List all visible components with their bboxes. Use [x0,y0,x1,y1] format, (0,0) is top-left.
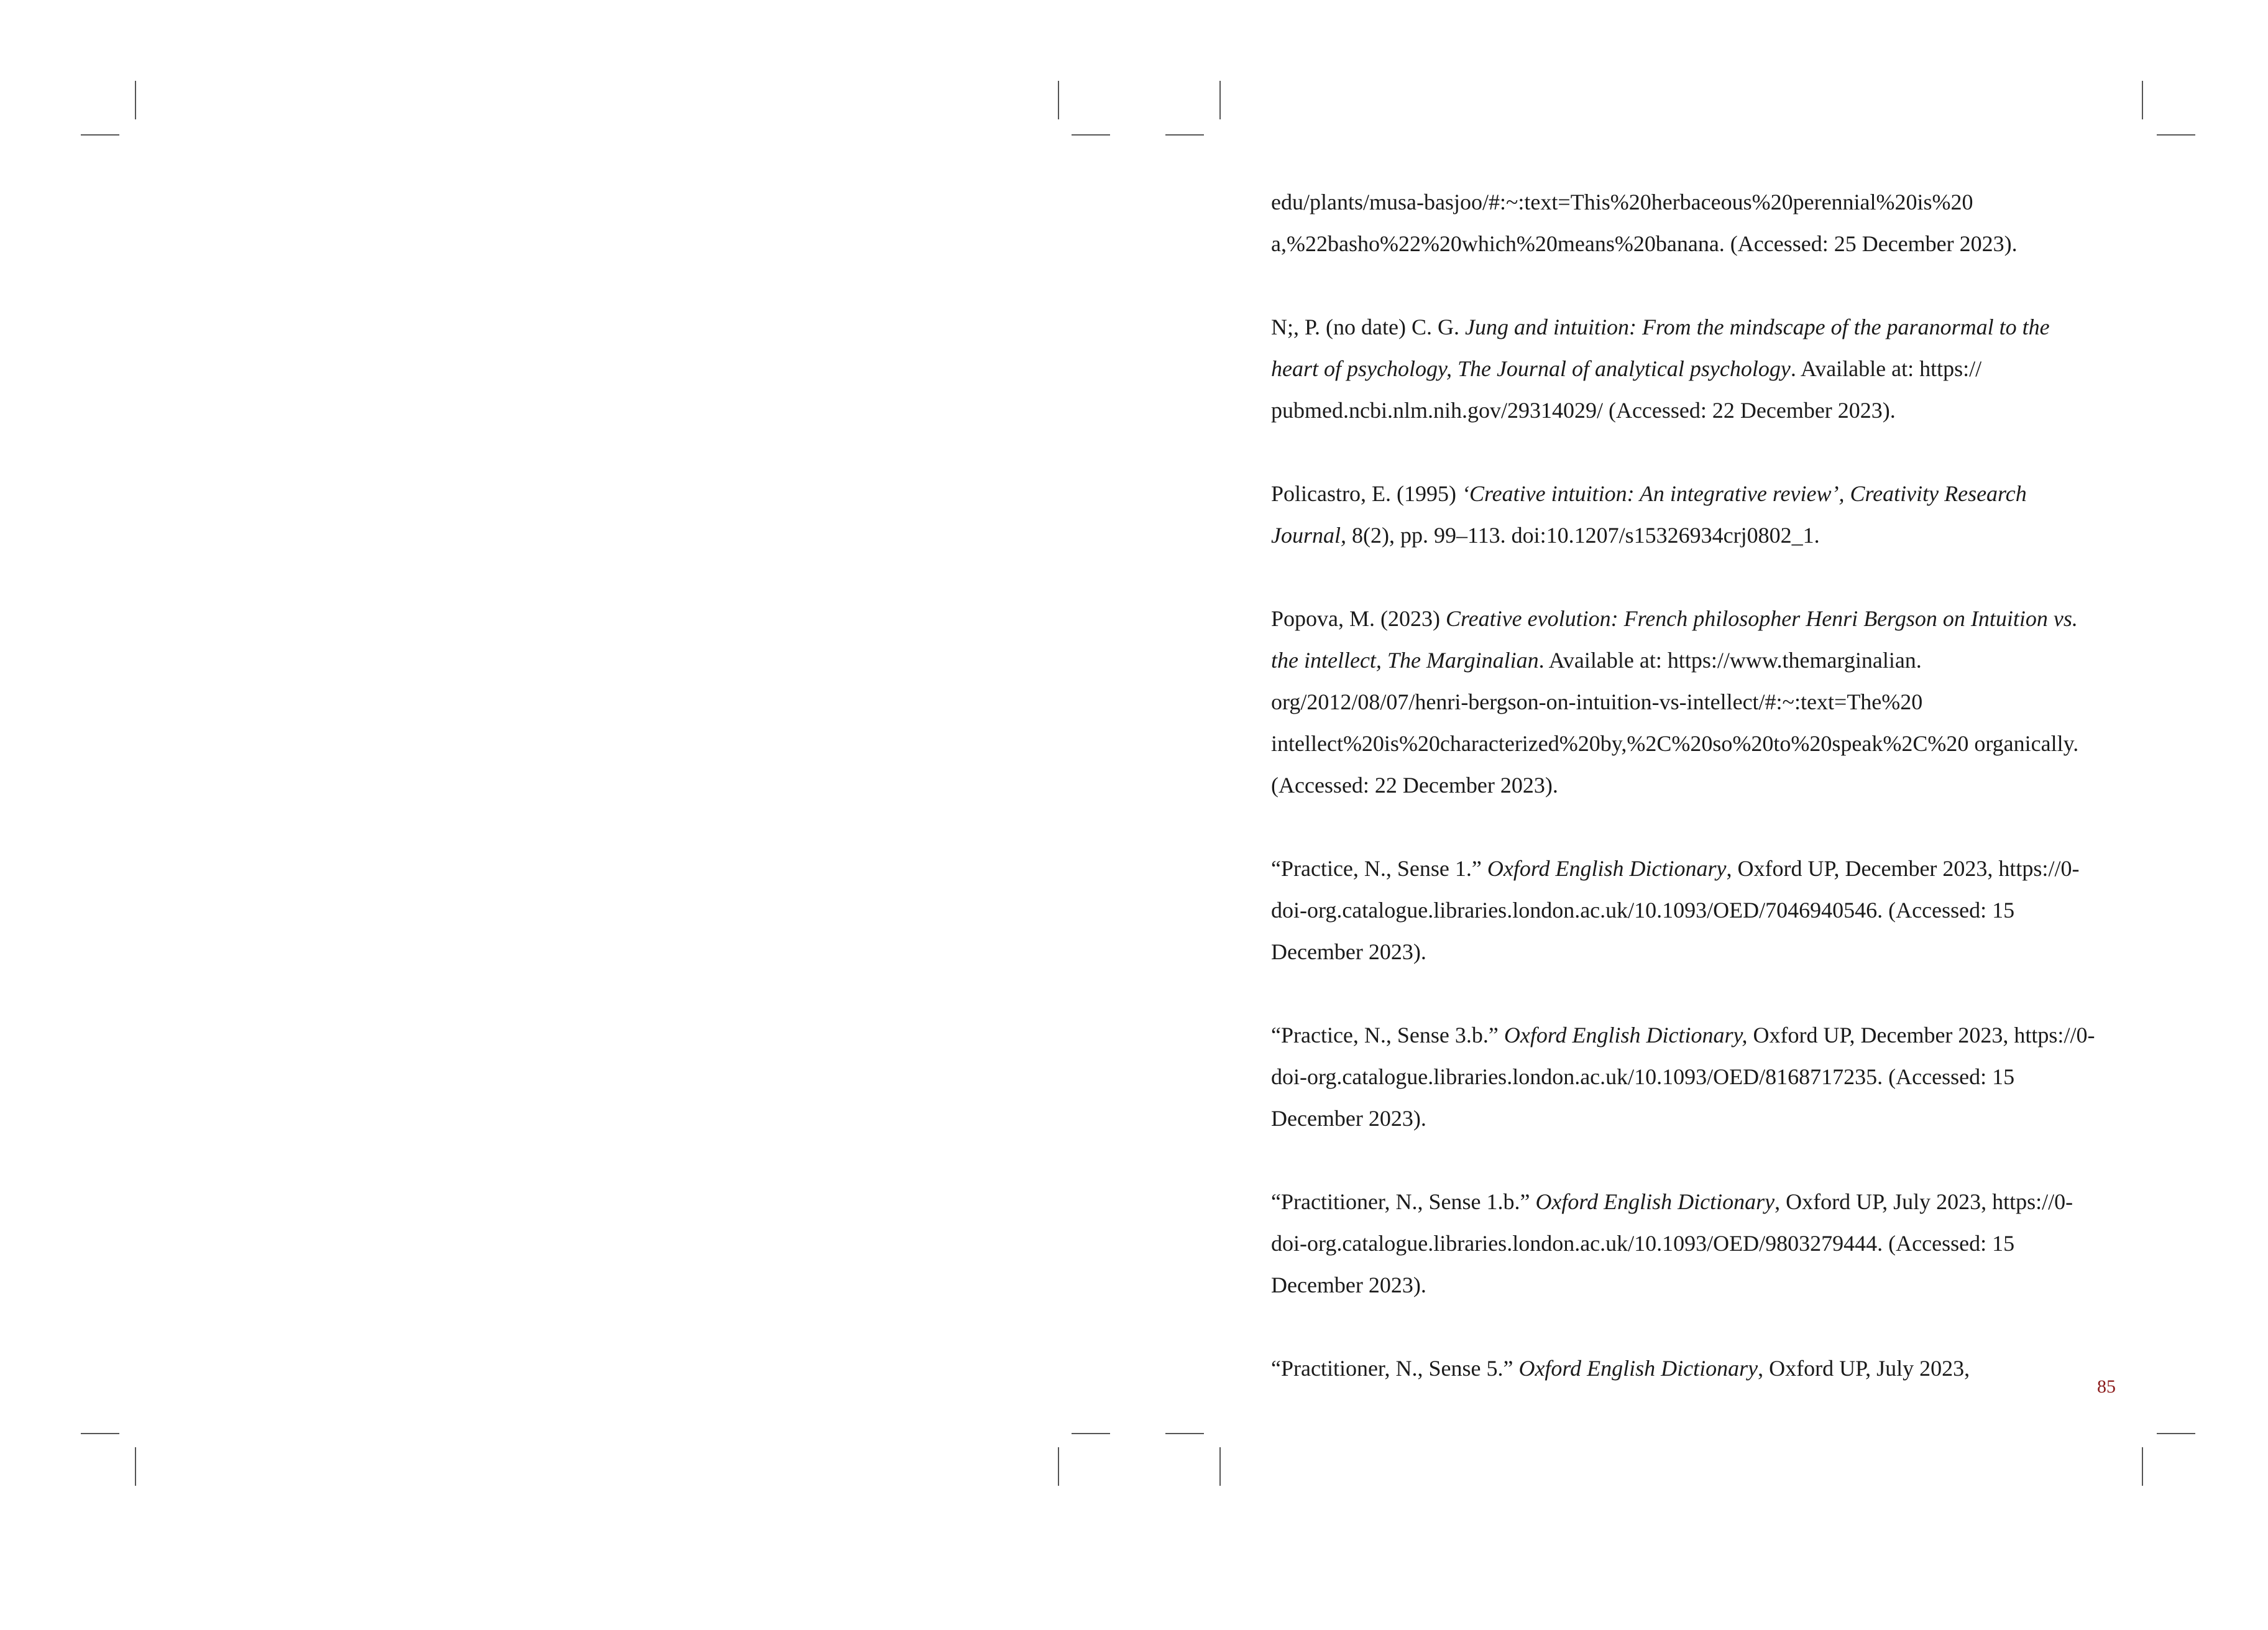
entry-text: , Oxford UP, July 2023, https://0-doi-org.catalogue.libraries.london.ac.uk/10.1093/OED/9803279444. (Accessed: 15 December 2023). [1271,1189,2073,1297]
entry-text: Popova, M. (2023) [1271,606,1446,631]
entry-text: Policastro, E. (1995) [1271,481,1462,506]
bibliography-entry [1271,848,2098,973]
crop-mark [135,81,136,119]
crop-mark [135,1447,136,1486]
crop-mark [2142,81,2143,119]
entry-text: , Oxford UP, December 2023, https://0-doi-org.catalogue.libraries.london.ac.uk/10.1093/OED/7046940546. (Accessed: 15 December 2023). [1271,856,2080,964]
crop-mark [1072,134,1110,136]
entry-text: “Practitioner, N., Sense 1.b.” [1271,1189,1536,1214]
crop-mark [1165,1433,1204,1434]
entry-text: . Available at: https://www.themarginalian. org/2012/08/07/henri-bergson-on-intuition-vs-intellect/#:~:text=The%20 intellect%20is%20characterized%20by,%2C%20so%20to%20speak%2C%20 organically. (Accessed: 22 December 2023). [1271,648,2079,798]
crop-mark [81,1433,119,1434]
bibliography-entry [1271,306,2098,431]
crop-mark [81,134,119,136]
bibliography-entry [1271,598,2098,806]
bibliography-list [1271,182,2098,1431]
entry-title-italic: Oxford English Dictionary [1518,1356,1758,1381]
crop-mark [2157,1433,2195,1434]
bibliography-entry [1271,1181,2098,1306]
entry-text: , Oxford UP, July 2023, [1758,1356,1970,1381]
crop-mark [1165,134,1204,136]
entry-title-italic: Oxford English Dictionary [1487,856,1727,881]
entry-title-italic: Creative evolution: French philosopher Henri Bergson on Intuition vs. the intellect, The Marginalian [1271,606,2078,673]
entry-title-italic: Oxford English Dictionary, [1504,1023,1748,1048]
bibliography-entry [1271,182,2098,265]
entry-text: “Practice, N., Sense 1.” [1271,856,1487,881]
entry-title-italic: ‘Creative intuition: An integrative review’, Creativity Research Journal, [1271,481,2027,548]
entry-title-italic: Jung and intuition: From the mindscape of the paranormal to the heart of psychology, The Journal of analytical psychology [1271,315,2050,381]
crop-mark [1219,81,1221,119]
crop-mark [1219,1447,1221,1486]
entry-title-italic: Oxford English Dictionary [1535,1189,1775,1214]
crop-mark [2157,134,2195,136]
entry-text: 8(2), pp. 99–113. doi:10.1207/s15326934crj0802_1. [1346,523,1820,548]
entry-text: . Available at: https:// pubmed.ncbi.nlm.nih.gov/29314029/ (Accessed: 22 December 2023). [1271,356,1982,423]
crop-mark [1072,1433,1110,1434]
bibliography-entry [1271,1015,2098,1140]
entry-text: edu/plants/musa-basjoo/#:~:text=This%20herbaceous%20perennial%20is%20 a,%22basho%22%20which%20means%20banana. (Accessed: 25 December 2023). [1271,190,2018,256]
crop-mark [2142,1447,2143,1486]
entry-text: “Practitioner, N., Sense 5.” [1271,1356,1519,1381]
crop-mark [1058,81,1059,119]
bibliography-entry [1271,1348,2098,1389]
crop-mark [1058,1447,1059,1486]
entry-text: “Practice, N., Sense 3.b.” [1271,1023,1504,1048]
bibliography-entry [1271,473,2098,556]
entry-text: Oxford UP, December 2023, https://0-doi-org.catalogue.libraries.london.ac.uk/10.1093/OED/8168717235. (Accessed: 15 December 2023). [1271,1023,2095,1131]
page-number: 85 [2097,1376,2116,1397]
entry-text: N;, P. (no date) C. G. [1271,315,1465,339]
